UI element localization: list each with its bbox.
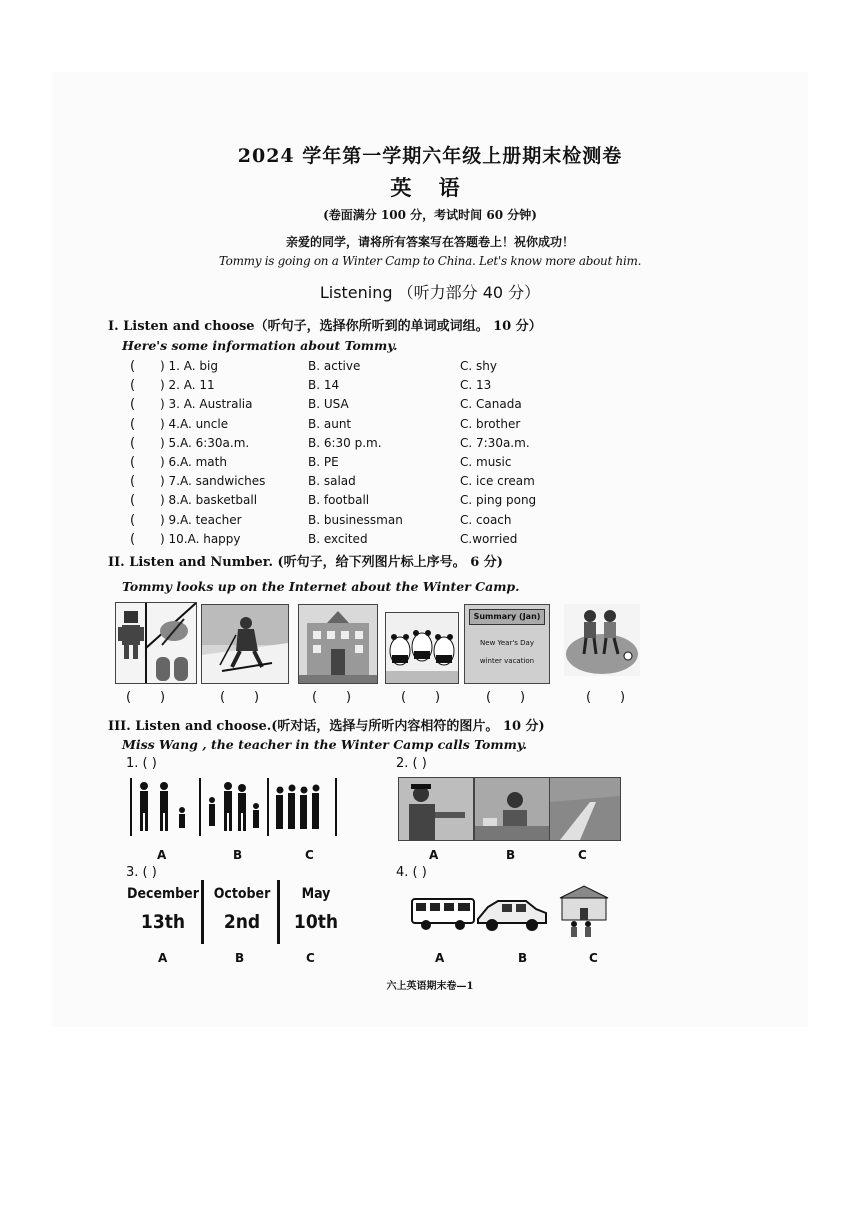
robot-painting-picture [115, 602, 197, 684]
skiing-picture [201, 604, 289, 684]
option-b-text: B. PE [308, 455, 339, 469]
option-c-text: C.worried [460, 531, 518, 546]
school-building-picture [298, 604, 378, 684]
option-a-text: ) 1. A. big [160, 359, 218, 373]
option-b-text: B. excited [308, 531, 368, 546]
option-b-label: B [235, 951, 245, 965]
date-month: October [213, 886, 271, 902]
date-day: 13th [140, 911, 186, 933]
answer-paren[interactable]: ( ) [220, 690, 260, 705]
section2-subheading: Tommy looks up on the Internet about the Winter Camp. [122, 579, 520, 594]
families-picture [128, 776, 338, 838]
section2-heading: II. Listen and Number. (听句子，给下列图片标上序号。 6 分) [108, 555, 503, 570]
option-a-text: ) 9.A. teacher [160, 512, 242, 527]
option-b-text: B. businessman [308, 512, 403, 527]
option-b-text: B. active [308, 359, 361, 373]
page-footer: 六上英语期末卷—1 [386, 981, 474, 992]
option-a-text: ) 8.A. basketball [160, 493, 258, 508]
question-2-label[interactable]: 2. ( ) [396, 756, 427, 771]
option-b-label: B [518, 951, 528, 965]
greeting: 亲爱的同学，请将所有答案写在答题卷上！祝你成功！ [285, 235, 574, 249]
option-a-text: ) 4.A. uncle [160, 416, 229, 431]
bus-icon [410, 893, 476, 933]
option-a-label: A [158, 951, 168, 965]
option-a-text: ) 6.A. math [160, 455, 227, 469]
answer-paren[interactable]: ( [130, 493, 136, 509]
option-c-text: C. shy [460, 359, 497, 373]
option-b-text: B. aunt [308, 416, 352, 431]
card-title: Summary (Jan) [469, 609, 545, 625]
car-icon [474, 893, 550, 935]
pilot-icon [399, 778, 473, 840]
option-b-text: B. 14 [308, 378, 340, 393]
exam-title: 2024 学年第一学期六年级上册期末检测卷 [237, 145, 623, 167]
kids-football-picture [564, 604, 640, 676]
section3-heading: III. Listen and choose.(听对话，选择与所听内容相符的图片。 10 分) [108, 719, 545, 734]
answer-paren[interactable]: ( [130, 359, 136, 374]
answer-paren[interactable]: ( ) [312, 690, 352, 705]
answer-paren[interactable]: ( ) [401, 690, 441, 705]
answer-paren[interactable]: ( [130, 378, 136, 394]
answer-paren[interactable]: ( ) [486, 690, 526, 705]
intro-text: Tommy is going on a Winter Camp to China. Let's know more about him. [218, 254, 642, 268]
option-c-label: C [578, 848, 587, 862]
kids-icon [564, 604, 640, 676]
option-a-text: ) 3. A. Australia [160, 397, 253, 412]
calendar-card-picture [464, 604, 550, 684]
building-icon [299, 605, 377, 683]
answer-paren[interactable]: ( ) [586, 690, 626, 705]
option-c-text: C. coach [460, 512, 512, 527]
subject-title: 英 语 [390, 175, 470, 200]
panda-icon [386, 613, 458, 683]
option-c-text: C. 7:30a.m. [460, 435, 530, 450]
option-b-label: B [506, 848, 516, 862]
family-icon [128, 776, 338, 838]
option-a-text: ) 2. A. 11 [160, 378, 215, 393]
answer-paren[interactable]: ( [130, 474, 136, 490]
question-4-label[interactable]: 4. ( ) [396, 865, 427, 880]
skier-icon [202, 605, 288, 683]
answer-paren[interactable]: ( [130, 531, 136, 547]
option-c-text: C. ice cream [460, 474, 535, 489]
option-b-text: B. football [308, 493, 370, 508]
answer-paren[interactable]: ( [130, 397, 136, 413]
option-c-text: C. 13 [460, 378, 492, 393]
countryside-picture [549, 777, 621, 841]
option-a-text: ) 10.A. happy [160, 531, 241, 546]
option-c-text: C. ping pong [460, 493, 537, 508]
option-a-text: ) 5.A. 6:30a.m. [160, 435, 250, 450]
date-day: 2nd [223, 911, 261, 933]
option-a-label: A [435, 951, 445, 965]
answer-paren[interactable]: ( [130, 435, 136, 451]
school-icon [556, 882, 612, 938]
bus-picture [410, 893, 476, 933]
date-day: 10th [293, 911, 339, 933]
answer-paren[interactable]: ( [130, 455, 136, 470]
option-a-label: A [157, 848, 167, 862]
option-b-text: B. USA [308, 397, 349, 412]
option-c-label: C [306, 951, 315, 965]
option-a-label: A [429, 848, 439, 862]
section1-heading: I. Listen and choose（听句子，选择你所听到的单词或词组。 10 分） [108, 319, 542, 334]
section3-subheading: Miss Wang , the teacher in the Winter Camp calls Tommy. [122, 737, 528, 752]
answer-paren[interactable]: ( [130, 416, 136, 432]
school-walk-picture [556, 882, 612, 938]
answer-paren[interactable]: ( [130, 512, 136, 528]
exam-note: (卷面满分 100 分，考试时间 60 分钟) [323, 208, 537, 222]
businessman-picture [474, 777, 550, 841]
question-3-label[interactable]: 3. ( ) [126, 865, 157, 880]
businessman-icon [475, 778, 549, 840]
card-line2: winter vacation [479, 657, 535, 665]
date-month: December [127, 886, 199, 902]
date-month: May [301, 886, 331, 902]
option-c-label: C [305, 848, 314, 862]
option-b-label: B [233, 848, 243, 862]
answer-paren[interactable]: ( ) [126, 690, 166, 705]
divider [201, 880, 204, 944]
robot-painting-icon [116, 603, 196, 683]
section1-subheading: Here's some information about Tommy. [122, 338, 398, 353]
option-b-text: B. salad [308, 474, 356, 489]
question-1-label[interactable]: 1. ( ) [126, 756, 157, 771]
car-picture [474, 893, 550, 935]
option-b-text: B. 6:30 p.m. [308, 435, 382, 450]
option-c-text: C. brother [460, 416, 521, 431]
pandas-picture [385, 612, 459, 684]
option-c-label: C [589, 951, 598, 965]
option-c-text: C. Canada [460, 397, 522, 412]
divider [277, 880, 280, 944]
listening-title: Listening （听力部分 40 分） [319, 283, 541, 302]
road-icon [550, 778, 620, 840]
option-c-text: C. music [460, 455, 512, 469]
card-line1: New Year's Day [480, 639, 534, 647]
option-a-text: ) 7.A. sandwiches [160, 474, 266, 489]
pilot-picture [398, 777, 474, 841]
